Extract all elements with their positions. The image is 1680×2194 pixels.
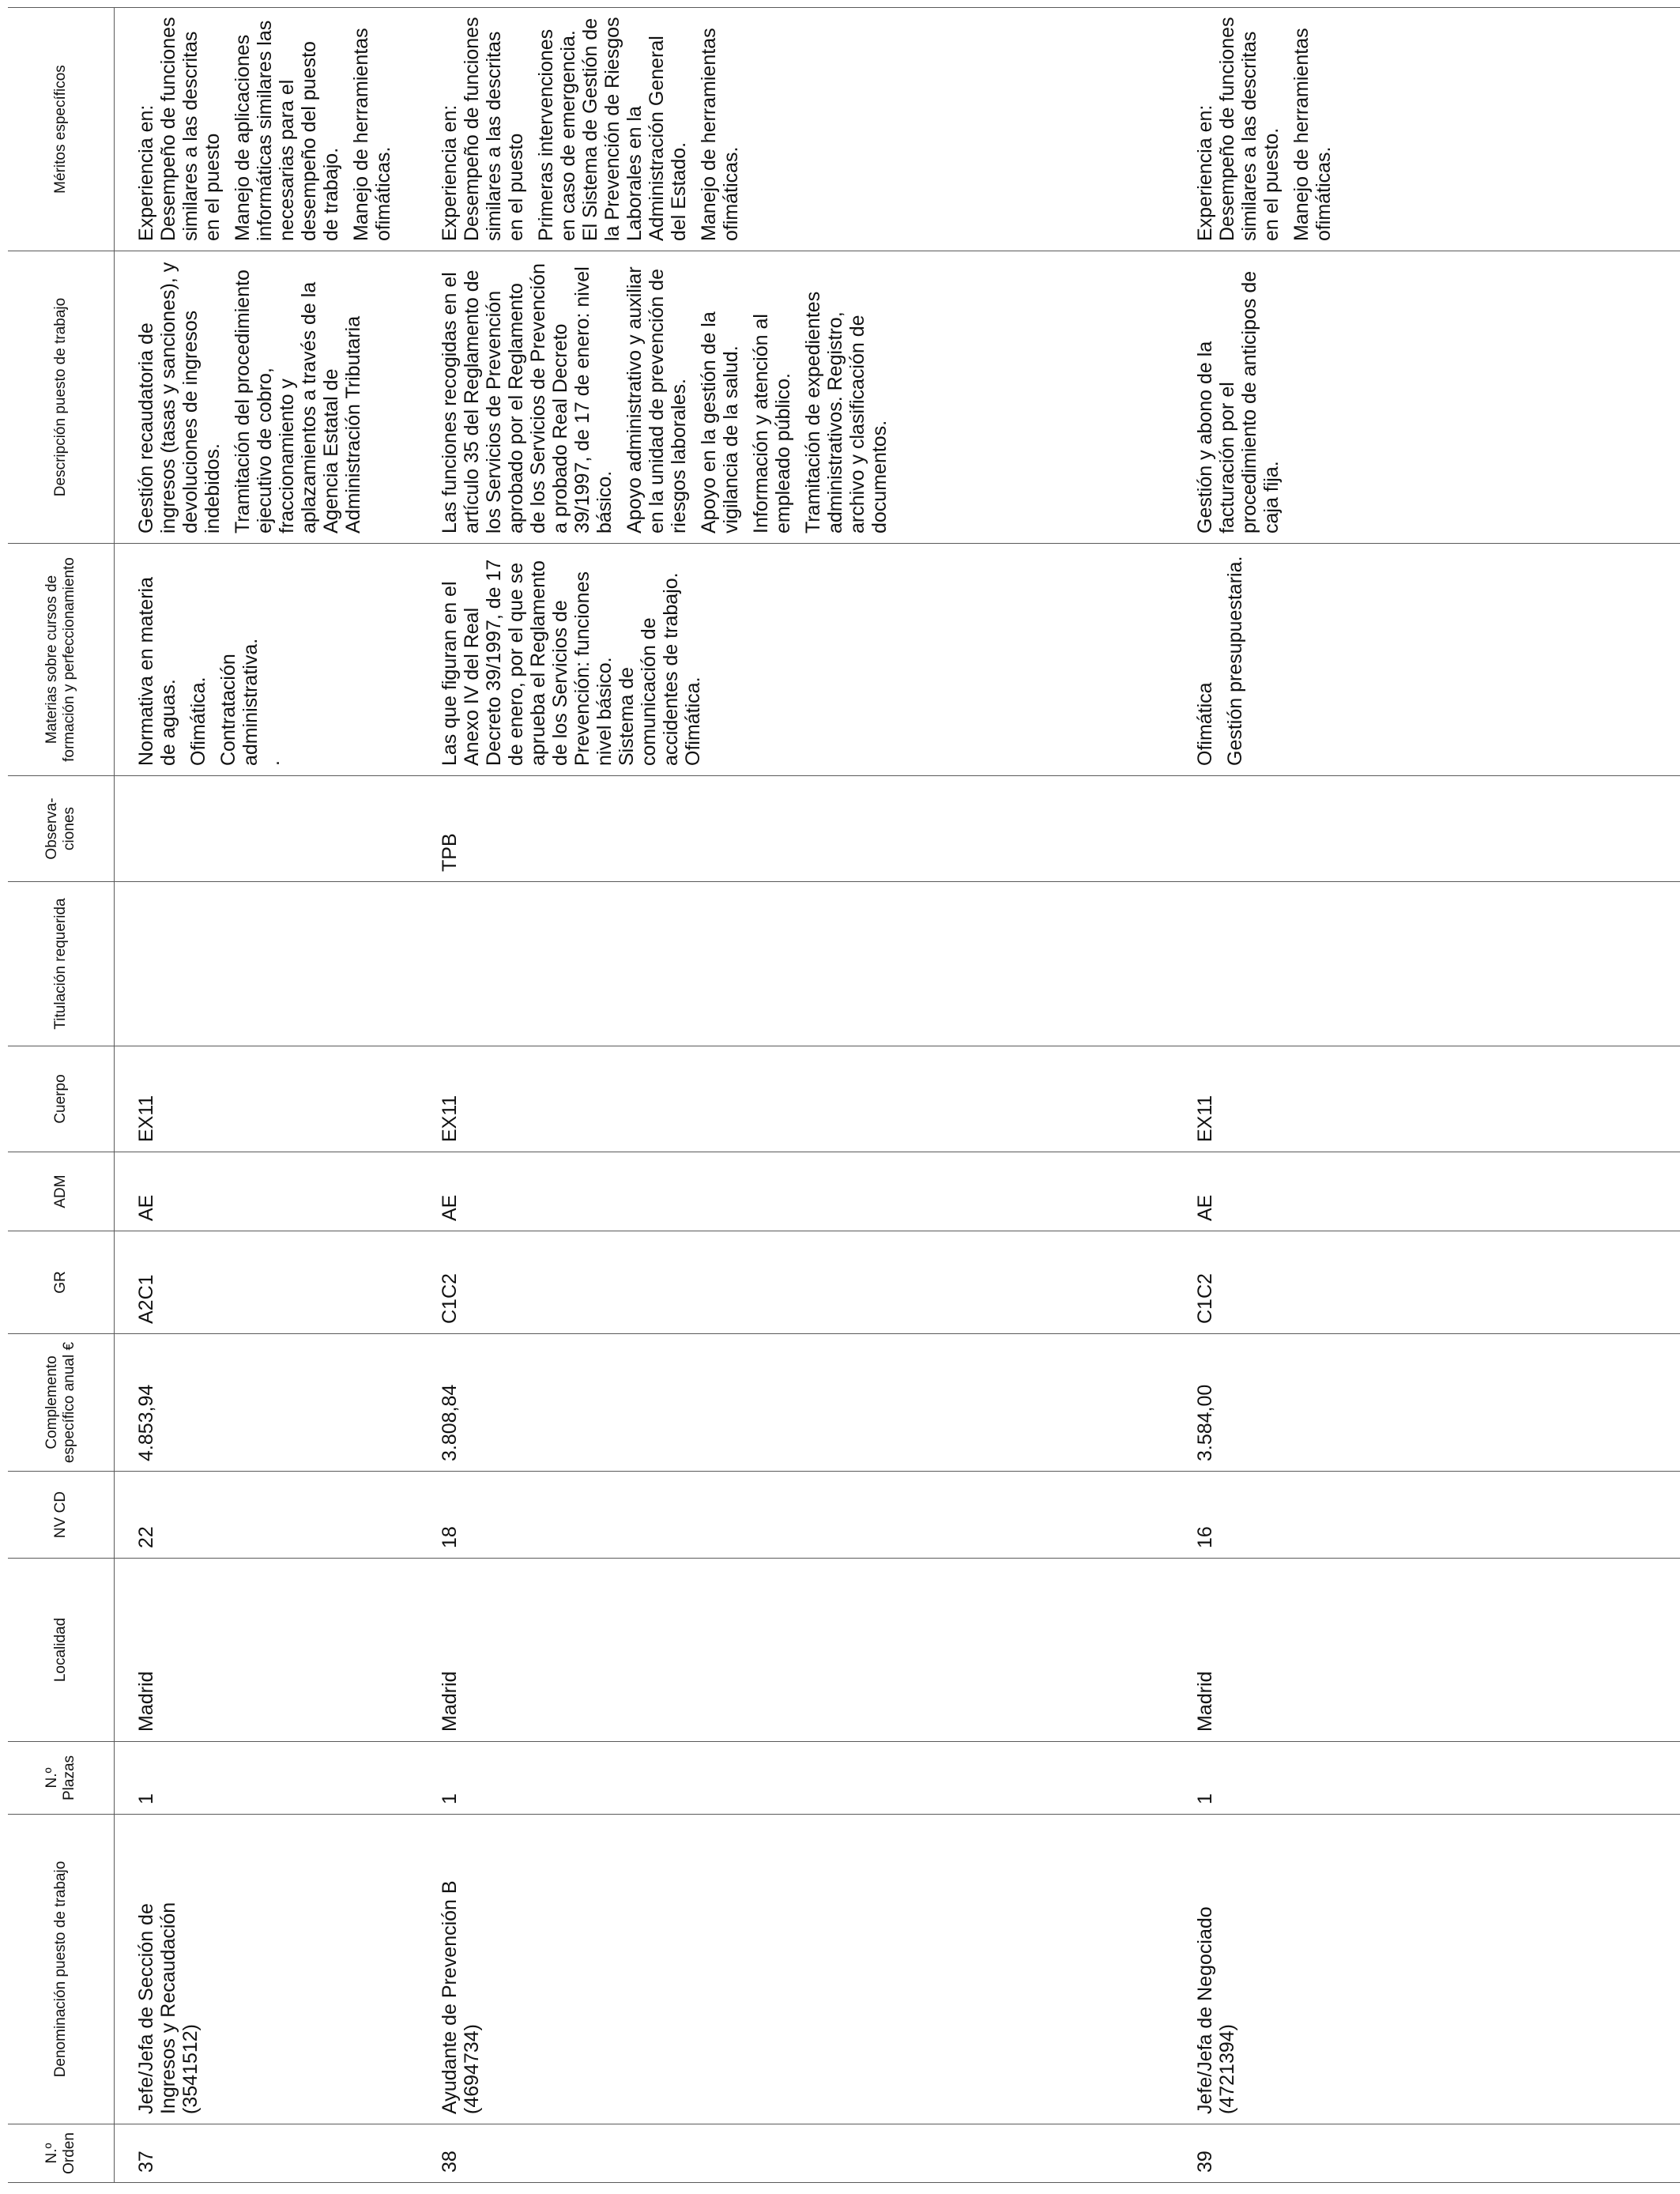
list-item: Las funciones recogidas en el artículo 35 del Reglamento de los Servicios de Prevención aprobado por el Reglamento de los Servicios de Prevención a probado Real Decreto 39/1997, de 17 de enero: nivel básico. (439, 263, 616, 533)
position-code: (4721394) (1216, 2024, 1238, 2114)
list-item: Apoyo administrativo y auxiliar en la unidad de prevención de riesgos laborales. (623, 266, 690, 533)
cell-titulacion (1173, 882, 1680, 1046)
cell-gr: C1C2 (418, 1231, 1173, 1334)
cell-descripcion (115, 251, 419, 544)
list-item: Desempeño de funciones similares a las descritas en el puesto (461, 17, 527, 241)
cell-denominacion (1173, 1815, 1680, 2124)
list-item: Tramitación de expedientes administrativos. Registro, archivo y clasificación de documentos. (802, 291, 891, 533)
header-descripcion: Descripción puesto de trabajo (8, 251, 115, 544)
cell-orden: 38 (418, 2124, 1173, 2183)
header-complemento: Complemento específico anual € (8, 1334, 115, 1472)
list-item: Primeras intervenciones en caso de emergencia. (535, 28, 579, 241)
cell-nvcd: 16 (1173, 1472, 1680, 1559)
header-localidad: Localidad (8, 1559, 115, 1742)
list-item: Experiencia en: (1194, 104, 1216, 241)
list-item: Desempeño de funciones similares a las descritas en el puesto. (1216, 17, 1283, 241)
cell-complemento: 3.808,84 (418, 1334, 1173, 1472)
header-observaciones: Observa-ciones (8, 776, 115, 882)
cell-materias (115, 544, 419, 776)
header-cuerpo: Cuerpo (8, 1046, 115, 1152)
list-item: Gestión presupuestaria. (1224, 556, 1246, 766)
table-row (1173, 8, 1680, 2183)
cell-adm: AE (1173, 1152, 1680, 1231)
header-plazas: N.º Plazas (8, 1742, 115, 1815)
header-titulacion: Titulación requerida (8, 882, 115, 1046)
header-meritos: Méritos específicos (8, 8, 115, 251)
list-item: Ofimática. (187, 677, 209, 766)
cell-denominacion (418, 1815, 1173, 2124)
cell-plazas: 1 (1173, 1742, 1680, 1815)
list-item: Experiencia en: (439, 104, 461, 241)
cell-descripcion (1173, 251, 1680, 544)
cell-titulacion (115, 882, 419, 1046)
cell-localidad: Madrid (418, 1559, 1173, 1742)
list-item: Ofimática (1194, 682, 1216, 766)
header-row (8, 8, 115, 2183)
cell-adm: AE (115, 1152, 419, 1231)
cell-observaciones (115, 776, 419, 882)
cell-orden: 39 (1173, 2124, 1680, 2183)
list-item: Información y atención al empleado público. (750, 314, 794, 533)
list-item: Tramitación del procedimiento ejecutivo de cobro, fraccionamiento y aplazamientos a través de la Agencia Estatal de Administración Tributaria (232, 270, 364, 533)
table-row (115, 8, 419, 2183)
list-item: El Sistema de Gestión de la Prevención de Riesgos Laborales en la Administración General del Estado. (579, 17, 690, 241)
header-orden: N.º Orden (8, 2124, 115, 2183)
cell-gr: C1C2 (1173, 1231, 1680, 1334)
cell-cuerpo: EX11 (418, 1046, 1173, 1152)
cell-adm: AE (418, 1152, 1173, 1231)
cell-cuerpo: EX11 (1173, 1046, 1680, 1152)
cell-cuerpo: EX11 (115, 1046, 419, 1152)
header-nvcd: NV CD (8, 1472, 115, 1559)
table-row (418, 8, 1173, 2183)
list-item: Sistema de comunicación de accidentes de trabajo. (616, 572, 682, 766)
position-name: Jefe/Jefa de Negociado (1194, 1906, 1216, 2114)
cell-observaciones (1173, 776, 1680, 882)
position-name: Jefe/Jefa de Sección de Ingresos y Recaudación (135, 1902, 179, 2114)
cell-localidad: Madrid (115, 1559, 419, 1742)
header-adm: ADM (8, 1152, 115, 1231)
cell-orden: 37 (115, 2124, 419, 2183)
list-item: Apoyo en la gestión de la vigilancia de la salud. (698, 311, 742, 533)
list-item: Ofimática. (682, 677, 704, 766)
list-item: Gestión y abono de la facturación por el procedimiento de anticipos de caja fija. (1194, 270, 1283, 533)
list-item: Manejo de herramientas ofimáticas. (1290, 28, 1335, 241)
cell-meritos (418, 8, 1173, 251)
cell-meritos (1173, 8, 1680, 251)
header-denominacion: Denominación puesto de trabajo (8, 1815, 115, 2124)
list-item: . (262, 760, 284, 766)
list-item: Manejo de herramientas ofimáticas. (698, 28, 742, 241)
cell-meritos (115, 8, 419, 251)
cell-descripcion (418, 251, 1173, 544)
cell-materias (418, 544, 1173, 776)
cell-plazas: 1 (418, 1742, 1173, 1815)
list-item: Contratación administrativa. (217, 638, 262, 766)
position-name: Ayudante de Prevención B (439, 1880, 461, 2114)
cell-gr: A2C1 (115, 1231, 419, 1334)
job-positions-table (8, 7, 1680, 2183)
cell-complemento: 3.584,00 (1173, 1334, 1680, 1472)
list-item: Manejo de herramientas ofimáticas. (350, 28, 394, 241)
cell-nvcd: 22 (115, 1472, 419, 1559)
cell-plazas: 1 (115, 1742, 419, 1815)
list-item: Manejo de aplicaciones informáticas similares las necesarias para el desempeño del puesto de trabajo. (232, 20, 342, 241)
list-item: Las que figuran en el Anexo IV del Real Decreto 39/1997, de 17 de enero, por el que se aprueba el Reglamento de los Servicios de Prevención: funciones nivel básico. (439, 559, 616, 766)
header-gr: GR (8, 1231, 115, 1334)
cell-titulacion (418, 882, 1173, 1046)
header-materias: Materias sobre cursos de formación y perfeccionamiento (8, 544, 115, 776)
cell-observaciones: TPB (418, 776, 1173, 882)
list-item: Normativa en materia de aguas. (135, 577, 179, 766)
position-code: (4694734) (461, 2024, 483, 2114)
cell-nvcd: 18 (418, 1472, 1173, 1559)
cell-localidad: Madrid (1173, 1559, 1680, 1742)
list-item: Desempeño de funciones similares a las descritas en el puesto (157, 17, 224, 241)
cell-complemento: 4.853,94 (115, 1334, 419, 1472)
position-code: (3541512) (179, 2024, 202, 2114)
cell-denominacion (115, 1815, 419, 2124)
list-item: Experiencia en: (135, 104, 157, 241)
list-item: Gestión recaudatoria de ingresos (tasas y sanciones), y devoluciones de ingresos indebidos. (135, 262, 224, 533)
cell-materias (1173, 544, 1680, 776)
